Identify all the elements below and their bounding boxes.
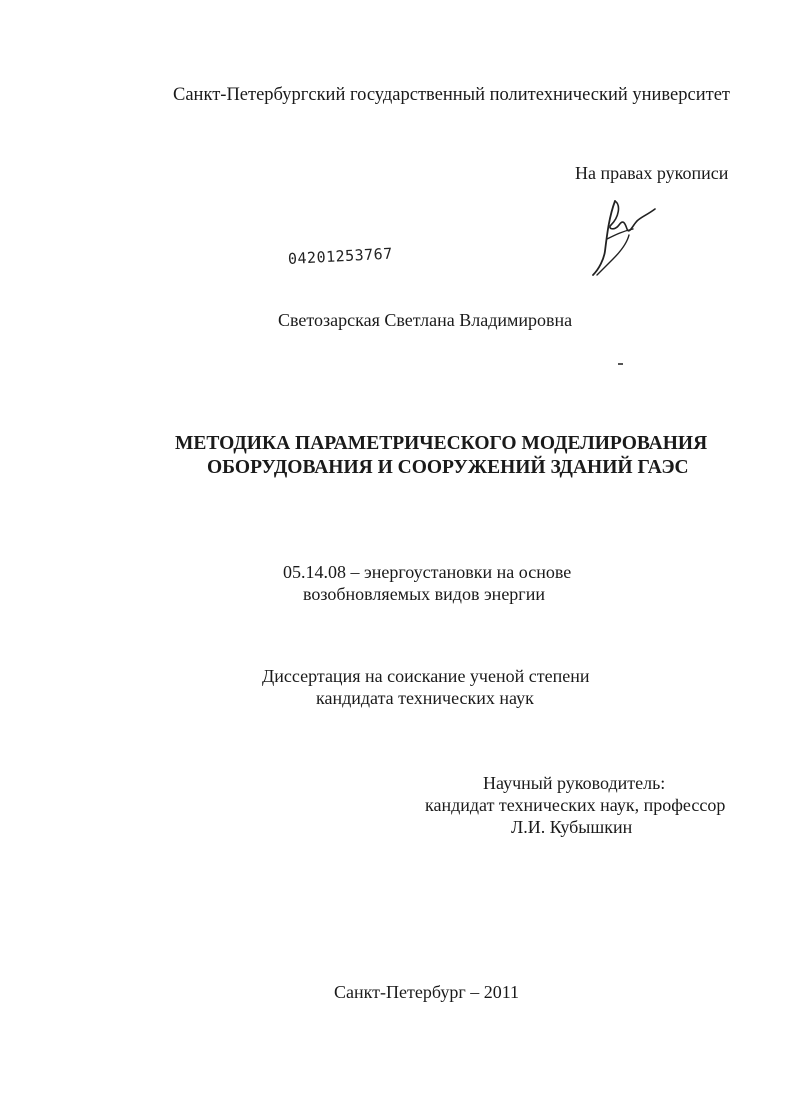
- dissertation-title-line-2: ОБОРУДОВАНИЯ И СООРУЖЕНИЙ ЗДАНИЙ ГАЭС: [207, 457, 689, 478]
- supervisor-name: Л.И. Кубышкин: [511, 817, 633, 837]
- degree-line-1: Диссертация на соискание ученой степени: [262, 666, 590, 686]
- signature-icon: [585, 195, 661, 277]
- specialty-line-1: 05.14.08 – энергоустановки на основе: [283, 562, 572, 582]
- stray-mark: [618, 363, 623, 365]
- author-name: Светозарская Светлана Владимировна: [278, 310, 573, 330]
- supervisor-credentials: кандидат технических наук, профессор: [425, 795, 726, 815]
- specialty-line-2: возобновляемых видов энергии: [303, 584, 545, 604]
- manuscript-note: На правах рукописи: [575, 163, 729, 183]
- inventory-number: 04201253767: [287, 244, 394, 268]
- university-name: Санкт-Петербургский государственный политехнический университет: [173, 85, 731, 105]
- place-year: Санкт-Петербург – 2011: [334, 982, 520, 1002]
- supervisor-label: Научный руководитель:: [483, 773, 666, 793]
- dissertation-title-line-1: МЕТОДИКА ПАРАМЕТРИЧЕСКОГО МОДЕЛИРОВАНИЯ: [175, 433, 708, 454]
- degree-line-2: кандидата технических наук: [316, 688, 534, 708]
